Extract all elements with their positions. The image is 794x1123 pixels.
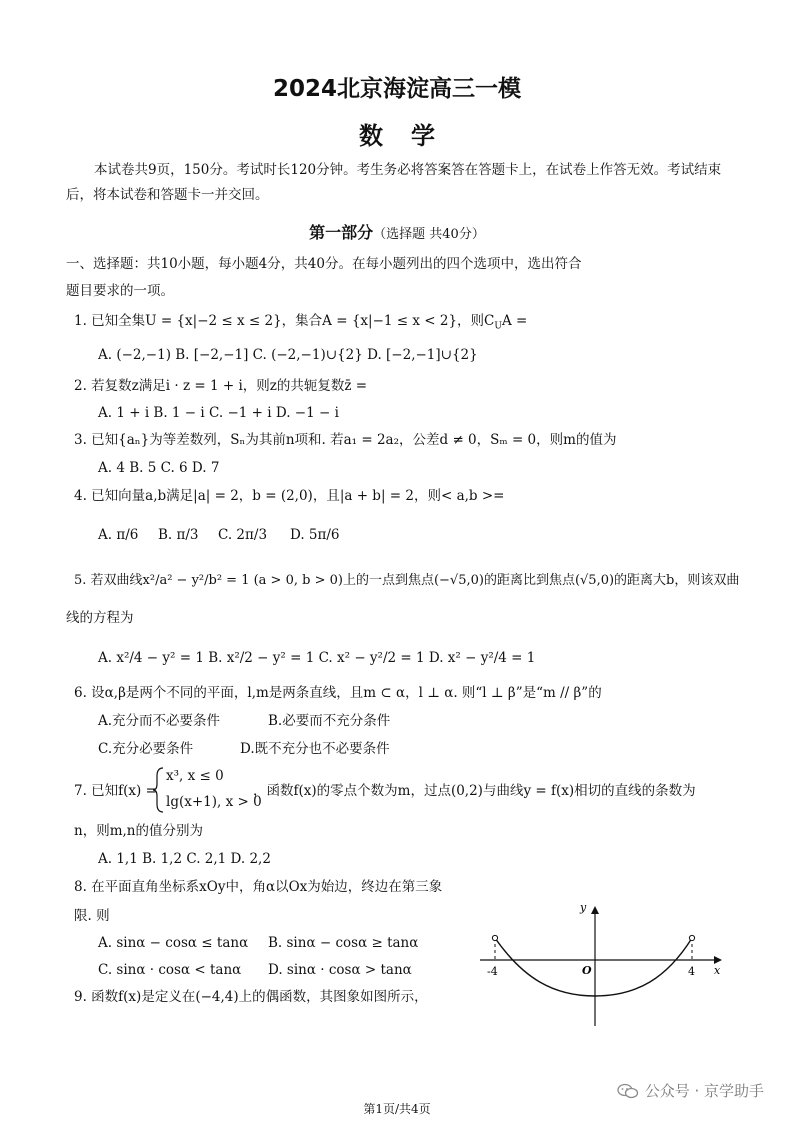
left-open-endpoint — [492, 935, 497, 940]
question-6-option-a: A.充分而不必要条件 — [98, 713, 221, 729]
question-7-stem-post: ，函数f(x)的零点个数为m，过点(0,2)与曲线y = f(x)相切的直线的条数为 — [253, 783, 696, 799]
question-4-option-a: A. π/6 — [98, 527, 139, 543]
question-2-stem: 2. 若复数z满足i · z = 1 + i，则z的共轭复数z̄ = — [74, 378, 368, 394]
section-instruction-line1: 一、选择题：共10小题，每小题4分，共40分。在每小题列出的四个选项中，选出符合 — [66, 256, 582, 272]
y-axis-arrow — [591, 906, 599, 914]
question-7-prefix: 7. 已知f(x) = — [74, 783, 157, 799]
y-axis-label: y — [580, 901, 587, 914]
question-8-option-c: C. sinα · cosα < tanα — [98, 962, 242, 978]
watermark-text: 公众号 · 京学助手 — [644, 1082, 764, 1100]
wechat-icon — [617, 1083, 639, 1099]
question-4-stem: 4. 已知向量a,b满足|a| = 2，b = (2,0)，且|a + b| = 2，则< a,b >= — [74, 488, 505, 504]
q1-stem-text: 1. 已知全集U = {x|−2 ≤ x ≤ 2}，集合A = {x|−1 ≤ x < 2}，则C — [74, 313, 495, 329]
right-open-endpoint — [689, 935, 694, 940]
function-curve — [495, 938, 692, 996]
exam-title: 2024北京海淀高三一模 — [272, 76, 521, 102]
x-axis-label: x — [714, 964, 721, 977]
page-footer: 第1页/共4页 — [363, 1102, 431, 1116]
right-tick-label: 4 — [688, 965, 695, 978]
watermark — [617, 1080, 764, 1101]
question-4-option-c: C. 2π/3 — [218, 527, 268, 543]
question-6-option-b: B.必要而不充分条件 — [268, 713, 391, 729]
question-4-option-d: D. 5π/6 — [290, 527, 340, 543]
question-6-option-d: D.既不充分也不必要条件 — [240, 741, 390, 757]
question-6-stem: 6. 设α,β是两个不同的平面，l,m是两条直线，且m ⊂ α，l ⊥ α. 则“l ⊥ β”是“m // β”的 — [74, 685, 602, 701]
part-heading — [0, 220, 794, 243]
question-9-stem: 9. 函数f(x)是定义在(−4,4)上的偶函数，其图象如图所示， — [74, 989, 428, 1005]
piecewise-brace — [153, 766, 165, 814]
question-1-options: A. (−2,−1) B. [−2,−1] C. (−2,−1)∪{2} D. [−2,−1]∪{2} — [98, 347, 478, 363]
question-2-options: A. 1 + i B. 1 − i C. −1 + i D. −1 − i — [98, 405, 339, 421]
part-subtitle: （选择题 共40分） — [373, 227, 485, 242]
question-8-option-b: B. sinα − cosα ≥ tanα — [268, 935, 419, 951]
section-instruction-line2: 题目要求的一项。 — [66, 283, 174, 299]
question-5-options: A. x²/4 − y² = 1 B. x²/2 − y² = 1 C. x² − y²/2 = 1 D. x² − y²/4 = 1 — [98, 650, 536, 666]
part-title: 第一部分 — [309, 223, 374, 242]
subject-title: 数学 — [359, 122, 463, 150]
question-7-stem-cont: n，则m,n的值分别为 — [74, 823, 203, 839]
question-7-case-1: x³, x ≤ 0 — [166, 768, 224, 784]
question-8-option-a: A. sinα − cosα ≤ tanα — [98, 935, 249, 951]
q1-stem-tail: A = — [501, 313, 528, 329]
question-1-stem — [74, 311, 527, 337]
question-5-stem: 5. 若双曲线x²/a² − y²/b² = 1 (a > 0, b > 0)上的一点到焦点(−√5,0)的距离比到焦点(√5,0)的距离大b，则该双曲 — [74, 573, 740, 588]
question-3-options: A. 4 B. 5 C. 6 D. 7 — [98, 460, 220, 476]
q1-subscript: U — [494, 321, 502, 332]
question-6-option-c: C.充分必要条件 — [98, 741, 194, 757]
question-7-options: A. 1,1 B. 1,2 C. 2,1 D. 2,2 — [98, 851, 271, 867]
question-8-stem: 8. 在平面直角坐标系xOy中，角α以Ox为始边，终边在第三象 — [74, 879, 443, 895]
function-graph — [478, 898, 728, 1030]
left-tick-label: -4 — [487, 965, 498, 978]
question-8-stem-cont: 限. 则 — [74, 908, 110, 924]
origin-label: O — [582, 964, 592, 977]
question-8-option-d: D. sinα · cosα > tanα — [268, 962, 412, 978]
question-5-stem-cont: 线的方程为 — [66, 610, 134, 626]
question-3-stem: 3. 已知{aₙ}为等差数列，Sₙ为其前n项和. 若a₁ = 2a₂，公差d ≠ 0，Sₘ = 0，则m的值为 — [74, 432, 617, 448]
x-axis-arrow — [714, 956, 722, 964]
question-7-case-2: lg(x+1), x > 0 — [166, 794, 262, 810]
question-4-option-b: B. π/3 — [158, 527, 199, 543]
exam-instructions: 本试卷共9页，150分。考试时长120分钟。考生务必将答案答在答题卡上，在试卷上作答无效。考试结束后，将本试卷和答题卡一并交回。 — [66, 162, 722, 203]
